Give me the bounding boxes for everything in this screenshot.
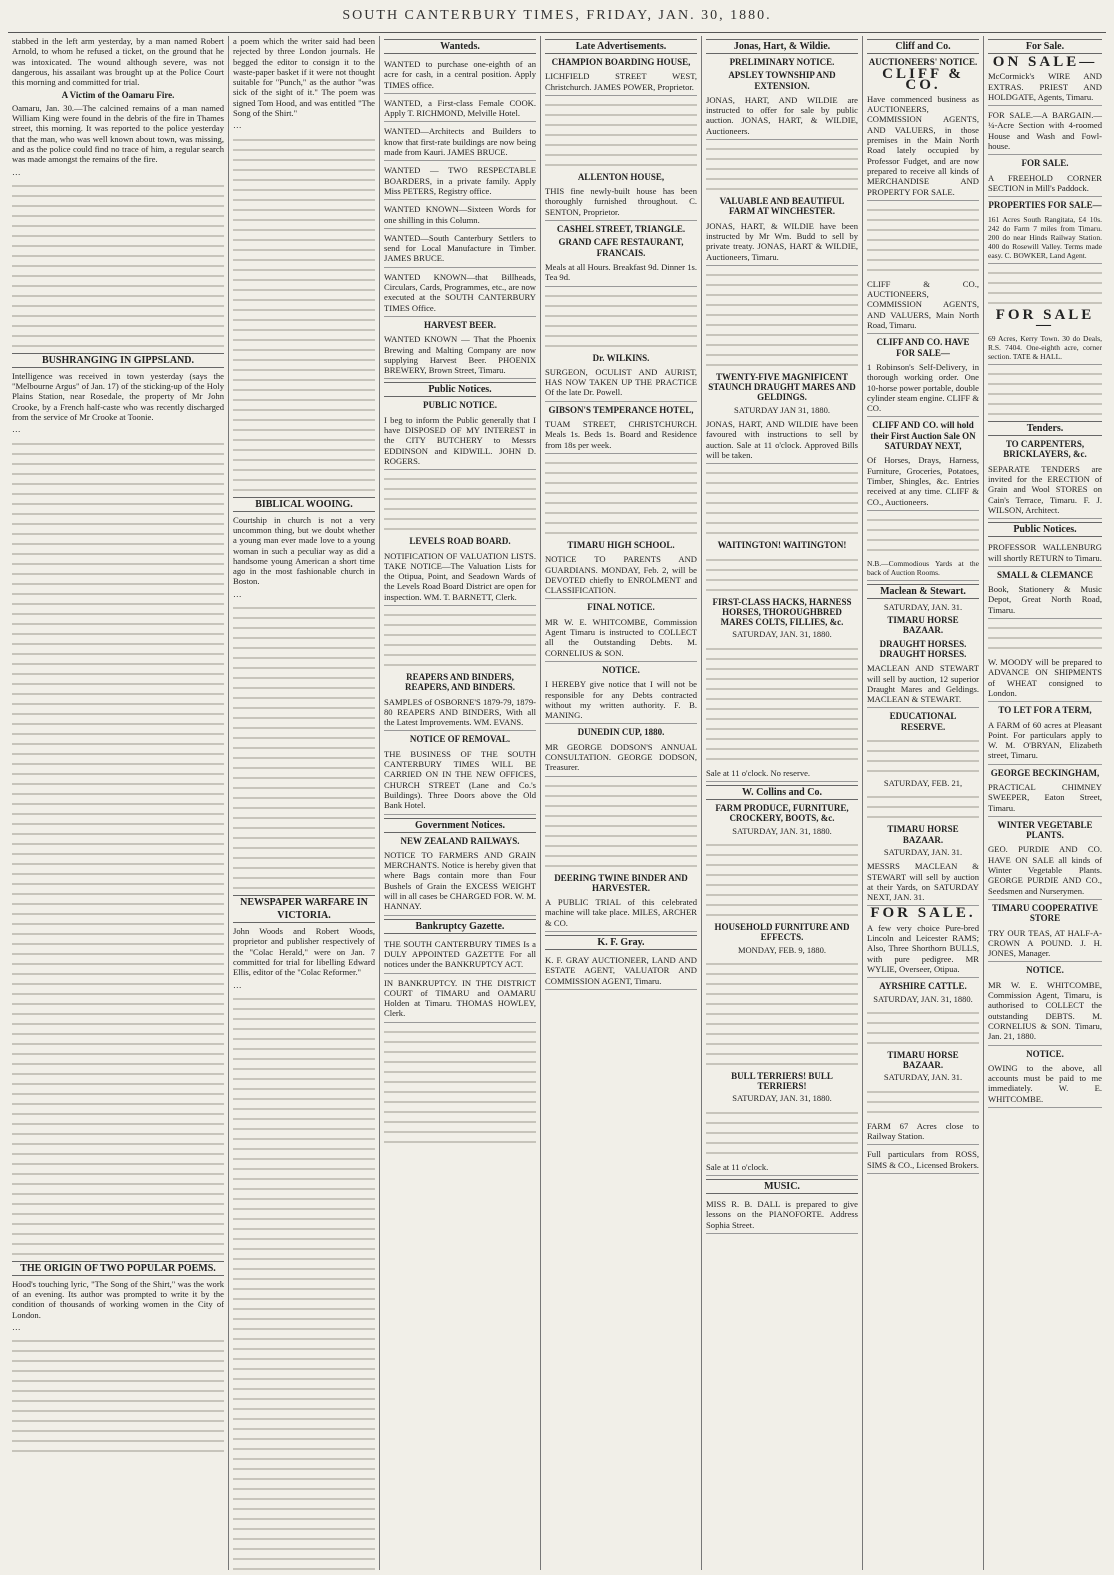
- ad-heading: FINAL NOTICE.: [587, 602, 655, 613]
- ad-heading: NEW ZEALAND RAILWAYS.: [400, 835, 520, 846]
- classified-ad: NOTICE TO FARMERS AND GRAIN MERCHANTS. Notice is hereby given that where Bags contain more than Four Bushels of Grain the EXCESS WEIGHT will in all cases be CHARGED FOR. W. M. HANNAY.: [384, 848, 536, 916]
- article-text: …: [233, 588, 242, 599]
- classified-ad: Of Horses, Drays, Harness, Furniture, Groceries, Potatoes, Timber, Shingles, &c. Entries received at any time. CLIFF & CO., Auctioneers.: [867, 453, 979, 510]
- classified-ad: THE SOUTH CANTERBURY TIMES Is a DULY APPOINTED GAZETTE For all notices under the BANKRUPTCY ACT.: [384, 937, 536, 974]
- classified-ad: WANTED KNOWN—Sixteen Words for one shilling in this Column.: [384, 202, 536, 229]
- ad-body-continued: [867, 1006, 979, 1046]
- classified-ad: SAMPLES of OSBORNE'S 1879-79, 1879-80 REAPERS AND BINDERS, With all the Latest Improvements. WM. EVANS.: [384, 695, 536, 732]
- article-body-continued: [12, 1334, 224, 1454]
- ad-body-continued: [545, 98, 697, 168]
- ad-body-continued: [384, 608, 536, 668]
- ad-heading: ALLENTON HOUSE,: [577, 171, 665, 182]
- sale-date: SATURDAY JAN 31, 1880.: [734, 404, 830, 415]
- sale-date: SATURDAY, JAN. 31, 1880.: [732, 1093, 832, 1104]
- sale-date: SATURDAY, FEB. 21,: [883, 778, 963, 789]
- classified-ad: MR GEORGE DODSON'S ANNUAL CONSULTATION. GEORGE DODSON, Treasurer.: [545, 740, 697, 777]
- classified-ad: McCormick's WIRE AND EXTRAS. PRIEST AND HOLDGATE, Agents, Timaru.: [988, 69, 1102, 106]
- ad-heading: SMALL & CLEMANCE: [996, 569, 1093, 580]
- ad-heading: GRAND CAFE RESTAURANT, FRANCAIS.: [558, 237, 684, 258]
- classified-ad: SURGEON, OCULIST AND AURIST, HAS NOW TAKEN UP THE PRACTICE Of the late Dr. Powell.: [545, 365, 697, 402]
- ad-body-continued: [867, 1085, 979, 1115]
- classified-ad: WANTED KNOWN — That the Phoenix Brewing and Malting Company are now supplying Harvest Beer. PHOENIX BREWERY, Brown Street, Timaru.: [384, 332, 536, 379]
- ad-heading: CASHEL STREET, TRIANGLE.: [556, 224, 686, 235]
- classified-ad: Meals at all Hours. Breakfast 9d. Dinner 1s. Tea 9d.: [545, 260, 697, 287]
- classified-ad: PRACTICAL CHIMNEY SWEEPER, Eaton Street, Timaru.: [988, 780, 1102, 817]
- section-heading: Bankruptcy Gazette.: [384, 919, 536, 934]
- classified-ad: MESSRS MACLEAN & STEWART will sell by auction at their Yards, on SATURDAY NEXT, JAN. 31.: [867, 859, 979, 906]
- article-body-continued: [233, 992, 375, 1570]
- article-text: …: [233, 120, 242, 131]
- ad-heading: AYRSHIRE CATTLE.: [879, 981, 967, 992]
- ad-body-continued: [706, 268, 858, 368]
- masthead-rule: [8, 32, 1106, 33]
- ad-heading: PROPERTIES FOR SALE—: [988, 200, 1102, 211]
- ad-body-continued: [706, 838, 858, 918]
- section-heading: W. Collins and Co.: [706, 785, 858, 800]
- classified-ad: WANTED KNOWN—that Billheads, Circulars, Cards, Programmes, etc., are now executed at the SOUTH CANTERBURY TIMES Office.: [384, 270, 536, 317]
- ad-heading: VALUABLE AND BEAUTIFUL FARM AT WINCHESTER.: [719, 196, 845, 217]
- classified-ad: I beg to inform the Public generally that I have DISPOSED OF MY INTEREST in the CITY BUTCHERY to Messrs EDDINSON and KIDWILL. JOHN D. ROGERS.: [384, 413, 536, 470]
- ad-body-continued: [545, 779, 697, 869]
- ad-heading: CHAMPION BOARDING HOUSE,: [551, 57, 691, 67]
- article-text: …: [12, 166, 21, 177]
- classified-ad: Sale at 11 o'clock. No reserve.: [706, 766, 858, 782]
- classified-ad: GEO. PURDIE AND CO. HAVE ON SALE all kinds of Winter Vegetable Plants. GEORGE PURDIE AND CO., Seedsmen and Nurserymen.: [988, 842, 1102, 899]
- classified-ad: LICHFIELD STREET WEST, Christchurch. JAMES POWER, Proprietor.: [545, 69, 697, 96]
- article-heading: NEWSPAPER WARFARE IN VICTORIA.: [233, 895, 375, 923]
- column-7: [984, 36, 1106, 1570]
- article-heading: BUSHRANGING IN GIPPSLAND.: [12, 353, 224, 368]
- classified-ad: W. MOODY will be prepared to ADVANCE ON SHIPMENTS of WHEAT consigned to London.: [988, 655, 1102, 702]
- ad-heading: FIRST-CLASS HACKS, HARNESS HORSES, THOROUGHBRED MARES COLTS, FILLIES, &c.: [712, 596, 852, 628]
- column-1: [8, 36, 228, 1570]
- article-text: Oamaru, Jan. 30.—The calcined remains of a man named William King were found in the debris of the fire in Thames street, this morning. It was reported to the police yesterday that the man, who was well known about town, was missing, and as the police could find no trace of him, a regular search was made amongst the remains of the fire.: [12, 102, 224, 165]
- ad-heading: LEVELS ROAD BOARD.: [409, 536, 511, 547]
- ad-body-continued: [545, 289, 697, 349]
- classified-ad: I HEREBY give notice that I will not be responsible for any Debts contracted without my written authority. F. B. MANING.: [545, 677, 697, 724]
- article-body-continued: [233, 601, 375, 891]
- classified-ad: THE BUSINESS OF THE SOUTH CANTERBURY TIMES WILL BE CARRIED ON IN THE NEW OFFICES, CHURCH STREET (Lane and Co.'s Buildings). Three Doors above the Old Bank Hotel.: [384, 747, 536, 815]
- sale-date: SATURDAY, JAN. 31.: [883, 601, 963, 612]
- classified-ad: CLIFF & CO., AUCTIONEERS, COMMISSION AGENTS, AND VALUERS, Main North Road, Timaru.: [867, 277, 979, 334]
- section-heading: Government Notices.: [384, 818, 536, 833]
- ad-body-continued: [867, 790, 979, 820]
- ad-heading: NOTICE.: [1026, 1048, 1064, 1059]
- masthead: SOUTH CANTERBURY TIMES, FRIDAY, JAN. 30, 1880.: [342, 8, 772, 23]
- column-6: [863, 36, 983, 1570]
- section-heading: MUSIC.: [706, 1179, 858, 1194]
- ad-heading: HOUSEHOLD FURNITURE AND EFFECTS.: [714, 921, 850, 943]
- ad-heading: TIMARU HORSE BAZAAR.: [887, 824, 959, 845]
- classified-ad: SEPARATE TENDERS are invited for the ERECTION of Grain and Wool STORES on Cain's Terrace, Timaru. F. J. WILSON, Architect.: [988, 462, 1102, 519]
- classified-ad: A FARM of 60 acres at Pleasant Point. For particulars apply to W. M. O'BRYAN, Elizabeth street, Timaru.: [988, 718, 1102, 765]
- ad-heading: TIMARU HIGH SCHOOL.: [567, 539, 675, 550]
- article-text: Courtship in church is not a very uncommon thing, but we doubt whether a young man ever made love to a young woman in such a peculiar way as did a handsome young American a short time ago in the most fashionable church in Boston.: [233, 514, 375, 587]
- ad-heading: FOR SALE.: [1021, 158, 1069, 169]
- ad-heading: TIMARU HORSE BAZAAR.: [887, 1049, 959, 1071]
- classified-ad: TRY OUR TEAS, AT HALF-A-CROWN A POUND. J. H. JONES, Manager.: [988, 926, 1102, 963]
- sale-date: SATURDAY, JAN. 31, 1880.: [732, 825, 832, 836]
- section-heading: For Sale.: [988, 39, 1102, 54]
- article-body-continued: [233, 133, 375, 493]
- section-heading: Cliff and Co.: [867, 39, 979, 54]
- section-heading: Late Advertisements.: [545, 39, 697, 54]
- article-text: stabbed in the left arm yesterday, by a man named Robert Arnold, to whom he refused a ticket, on the ground that he was intoxicated. The wound although severe, was not dangerous, his assailant was brought up at the Police Court this morning and committed for trial.: [12, 36, 224, 88]
- classified-ad: MR W. E. WHITCOMBE, Commission Agent, Timaru, is authorised to COLLECT the outstanding DEBTS. M. CORNELIUS & SON. Timaru, Jan. 21, 1880.: [988, 978, 1102, 1046]
- ad-heading: FARM PRODUCE, FURNITURE, CROCKERY, BOOTS, &c.: [715, 803, 849, 824]
- classified-ad: WANTED, a First-class Female COOK. Apply T. RICHMOND, Melville Hotel.: [384, 96, 536, 123]
- classified-ad: Sale at 11 o'clock.: [706, 1160, 858, 1176]
- article-heading: THE ORIGIN OF TWO POPULAR POEMS.: [12, 1261, 224, 1276]
- column-4: [541, 36, 701, 1570]
- sale-date: SATURDAY, JAN. 31, 1880.: [732, 629, 832, 640]
- sale-date: MONDAY, FEB. 9, 1880.: [737, 944, 827, 955]
- ad-body-continued: [384, 472, 536, 532]
- ad-heading: WAITINGTON! WAITINGTON!: [717, 540, 847, 551]
- ad-heading: GEORGE BECKINGHAM,: [990, 767, 1100, 778]
- section-heading: K. F. Gray.: [545, 935, 697, 950]
- sale-date: SATURDAY, JAN. 31.: [883, 1072, 963, 1083]
- ad-heading: TO CARPENTERS, BRICKLAYERS, &c.: [1003, 439, 1087, 460]
- article-text: …: [233, 979, 242, 990]
- ad-heading: AUCTIONEERS' NOTICE.: [868, 57, 978, 67]
- classified-ad: WANTED—South Canterbury Settlers to send for Local Manufacture in Timber. JAMES BRUCE.: [384, 231, 536, 268]
- ad-body-continued: [706, 142, 858, 192]
- sale-date: SATURDAY, JAN. 31.: [883, 846, 963, 857]
- classified-ad: WANTED — TWO RESPECTABLE BOARDERS, in a private family. Apply Miss PETERS, Registry office.: [384, 163, 536, 200]
- ad-body-continued: [706, 1106, 858, 1156]
- classified-ad: Book, Stationery & Music Depot, Great North Road, Timaru.: [988, 582, 1102, 619]
- classified-ad: JONAS, HART, AND WILDIE have been favoured with instructions to sell by auction. Sale at 11 o'clock. Approved Bills will be taken.: [706, 417, 858, 464]
- article-heading: A Victim of the Oamaru Fire.: [61, 90, 175, 101]
- ad-body-continued: [988, 621, 1102, 651]
- ad-heading: NOTICE.: [1026, 965, 1064, 976]
- classified-ad: 69 Acres, Kerry Town. 30 do Deals, R.S. 7404. One-eighth acre, corner section. TATE & HALL.: [988, 332, 1102, 365]
- ad-display-name: CLIFF & CO.: [882, 66, 964, 93]
- ad-heading: TWENTY-FIVE MAGNIFICENT STAUNCH DRAUGHT MARES AND GELDINGS.: [708, 371, 856, 403]
- ad-body-continued: [988, 367, 1102, 417]
- classified-ad: JONAS, HART, & WILDIE have been instructed by Mr Wm. Budd to sell by private treaty. JONAS, HART & WILDIE, Auctioneers, Timaru.: [706, 219, 858, 266]
- article-text: a poem which the writer said had been rejected by three London journals. He begged the editor to consign it to the waste-paper basket if it were not thought suitable for "Punch," as the author "was sick of the sight of it." The poem was signed Tom Hood, and was entitled "The Song of the Shirt.": [233, 36, 375, 119]
- ad-heading: NOTICE.: [602, 664, 640, 675]
- classified-ad: PROFESSOR WALLENBURG will shortly RETURN to Timaru.: [988, 540, 1102, 567]
- section-heading: Maclean & Stewart.: [867, 584, 979, 599]
- classified-ad: K. F. GRAY AUCTIONEER, LAND AND ESTATE AGENT, VALUATOR AND COMMISSION AGENT, Timaru.: [545, 953, 697, 990]
- ad-heading: TO LET FOR A TERM,: [998, 705, 1092, 716]
- classified-ad: A FREEHOLD CORNER SECTION in Mill's Paddock.: [988, 171, 1102, 198]
- ad-heading: DRAUGHT HORSES. DRAUGHT HORSES.: [879, 638, 967, 659]
- sale-date: SATURDAY, JAN. 31, 1880.: [873, 993, 973, 1004]
- ad-heading: EDUCATIONAL RESERVE.: [889, 711, 957, 732]
- classified-ad: NOTICE TO PARENTS AND GUARDIANS. MONDAY, Feb. 2, will be DEVOTED chiefly to ENROLMENT and CLASSIFICATION.: [545, 552, 697, 599]
- ad-heading: NOTICE OF REMOVAL.: [409, 734, 511, 745]
- classified-ad: WANTED—Architects and Builders to know that first-rate buildings are now being made from Kauri. JAMES BRUCE.: [384, 124, 536, 161]
- article-body-continued: [12, 179, 224, 349]
- section-heading: Public Notices.: [988, 522, 1102, 537]
- classified-ad: Full particulars from ROSS, SIMS & CO., Licensed Brokers.: [867, 1147, 979, 1174]
- classified-ad: OWING to the above, all accounts must be paid to me immediately. W. E. WHITCOMBE.: [988, 1061, 1102, 1108]
- ad-heading: CLIFF AND CO. HAVE FOR SALE—: [876, 337, 970, 358]
- classified-ad: MACLEAN AND STEWART will sell by auction, 12 superior Draught Mares and Geldings. MACLEAN & STEWART.: [867, 661, 979, 708]
- classified-ad: 161 Acres South Rangitata, £4 10s. 242 do Farm 7 miles from Timaru. 200 do near Hinds Railway Station. 400 do Rosewill Valley. Terms made easy. C. BOWKER, Land Agent.: [988, 213, 1102, 264]
- classified-ad: TUAM STREET, CHRISTCHURCH. Meals 1s. Beds 1s. Board and Residence from 18s per week.: [545, 417, 697, 454]
- classified-ad: 1 Robinson's Self-Delivery, in thorough working order. One 10-horse power portable, double cylinder steam engine. CLIFF & CO.: [867, 360, 979, 417]
- ad-body-continued: [867, 203, 979, 273]
- classified-ad: FOR SALE.—A BARGAIN.—¼-Acre Section with 4-roomed House and Wash and Fowl-house.: [988, 108, 1102, 155]
- ad-body-continued: [867, 734, 979, 774]
- ad-display-name: FOR SALE—: [995, 306, 1095, 333]
- ad-body-continued: [706, 466, 858, 536]
- ad-heading: BULL TERRIERS! BULL TERRIERS!: [731, 1070, 833, 1092]
- ad-heading: DEERING TWINE BINDER AND HARVESTER.: [554, 872, 688, 893]
- article-text: …: [12, 1321, 21, 1332]
- ad-body-continued: [867, 513, 979, 553]
- classified-ad: Have commenced business as AUCTIONEERS, COMMISSION AGENTS, AND VALUERS, in those premises in the Main North Road lately occupied by Professor Fudget, and are now prepared to receive all kinds of MERCHANDISE AND PROPERTY FOR SALE.: [867, 92, 979, 201]
- classified-ad: THIS fine newly-built house has been thoroughly furnished throughout. C. SENTON, Proprietor.: [545, 184, 697, 221]
- ad-heading: Dr. WILKINS.: [592, 352, 650, 363]
- classified-ad: JONAS, HART, AND WILDIE are instructed to offer for sale by public auction. JONAS, HART, & WILDIE, Auctioneers.: [706, 93, 858, 140]
- ad-heading: REAPERS AND BINDERS, REAPERS, AND BINDERS.: [404, 671, 516, 693]
- ad-body-continued: [706, 642, 858, 762]
- column-3: [380, 36, 540, 1570]
- ad-display-name: FOR SALE.: [870, 905, 976, 922]
- classified-ad: A few very choice Pure-bred Lincoln and Leicester RAMS; Also, Three Shorthorn BULLS, with pure pedigree. MR WYLIE, Overseer, Otipua.: [867, 921, 979, 978]
- ad-body-continued: [545, 456, 697, 536]
- column-5: [702, 36, 862, 1570]
- ad-display-name: ON SALE—: [992, 54, 1098, 70]
- article-heading: BIBLICAL WOOING.: [233, 497, 375, 512]
- ad-heading: HARVEST BEER.: [423, 319, 497, 330]
- section-heading: Public Notices.: [384, 382, 536, 397]
- article-text: Intelligence was received in town yesterday (says the "Melbourne Argus" of Jan. 17) of the sticking-up of the Holy Plains Station, near Rosedale, the property of Mr John Crooke, by a French half-caste who was recently discharged from the service of Mr Crooke at Toonie.: [12, 370, 224, 423]
- ad-heading: TIMARU HORSE BAZAAR.: [887, 615, 959, 636]
- ad-heading: CLIFF AND CO. will hold their First Auction Sale ON SATURDAY NEXT,: [870, 420, 976, 452]
- classified-ad: A PUBLIC TRIAL of this celebrated machine will take place. MILES, ARCHER & CO.: [545, 895, 697, 932]
- section-heading: Tenders.: [988, 421, 1102, 436]
- classified-ad: MISS R. B. DALL is prepared to give lessons on the PIANOFORTE. Address Sophia Street.: [706, 1197, 858, 1234]
- ad-heading: DUNEDIN CUP, 1880.: [577, 727, 665, 738]
- classified-ad: IN BANKRUPTCY. IN THE DISTRICT COURT of TIMARU and OAMARU Holden at Timaru. THOMAS HOWLEY, Clerk.: [384, 976, 536, 1023]
- classified-ad: N.B.—Commodious Yards at the back of Auction Rooms.: [867, 557, 979, 581]
- column-2: [229, 36, 379, 1570]
- ad-heading: WINTER VEGETABLE PLANTS.: [997, 819, 1093, 841]
- ad-heading: PUBLIC NOTICE.: [422, 400, 497, 411]
- classified-ad: NOTIFICATION OF VALUATION LISTS. TAKE NOTICE—The Valuation Lists for the Otipua, Point, and Seadown Wards of the Levels Road Board District are open for inspection. WM. T. BARNETT, Clerk.: [384, 549, 536, 606]
- classified-ad: FARM 67 Acres close to Railway Station.: [867, 1119, 979, 1146]
- ad-body-continued: [384, 1025, 536, 1145]
- section-heading: Jonas, Hart, & Wildie.: [706, 39, 858, 54]
- ad-heading: APSLEY TOWNSHIP AND EXTENSION.: [728, 70, 836, 91]
- ad-body-continued: [988, 266, 1102, 306]
- ad-body-continued: [706, 957, 858, 1067]
- classified-ad: WANTED to purchase one-eighth of an acre for cash, in a central position. Apply TIMES office.: [384, 57, 536, 94]
- article-text: Hood's touching lyric, "The Song of the Shirt," was the work of an evening. Its author was prompted to write it by the condition of thousands of working women in the City of London.: [12, 1278, 224, 1320]
- ad-heading: GIBSON'S TEMPERANCE HOTEL,: [548, 404, 694, 415]
- ad-heading: PRELIMINARY NOTICE.: [729, 57, 835, 67]
- article-text: …: [12, 424, 21, 435]
- article-body-continued: [12, 437, 224, 1257]
- section-heading: Wanteds.: [384, 39, 536, 54]
- ad-heading: TIMARU COOPERATIVE STORE: [991, 902, 1099, 924]
- article-text: John Woods and Robert Woods, proprietor and publisher respectively of the "Colac Herald," were on Jan. 7 committed for trial for libelling Edward Ellis, editor of the "Colac Reformer.": [233, 926, 375, 978]
- classified-ad: MR W. E. WHITCOMBE, Commission Agent Timaru is instructed to COLLECT all the Outstanding Debts. M. CORNELIUS & SON.: [545, 615, 697, 662]
- ad-body-continued: [706, 553, 858, 593]
